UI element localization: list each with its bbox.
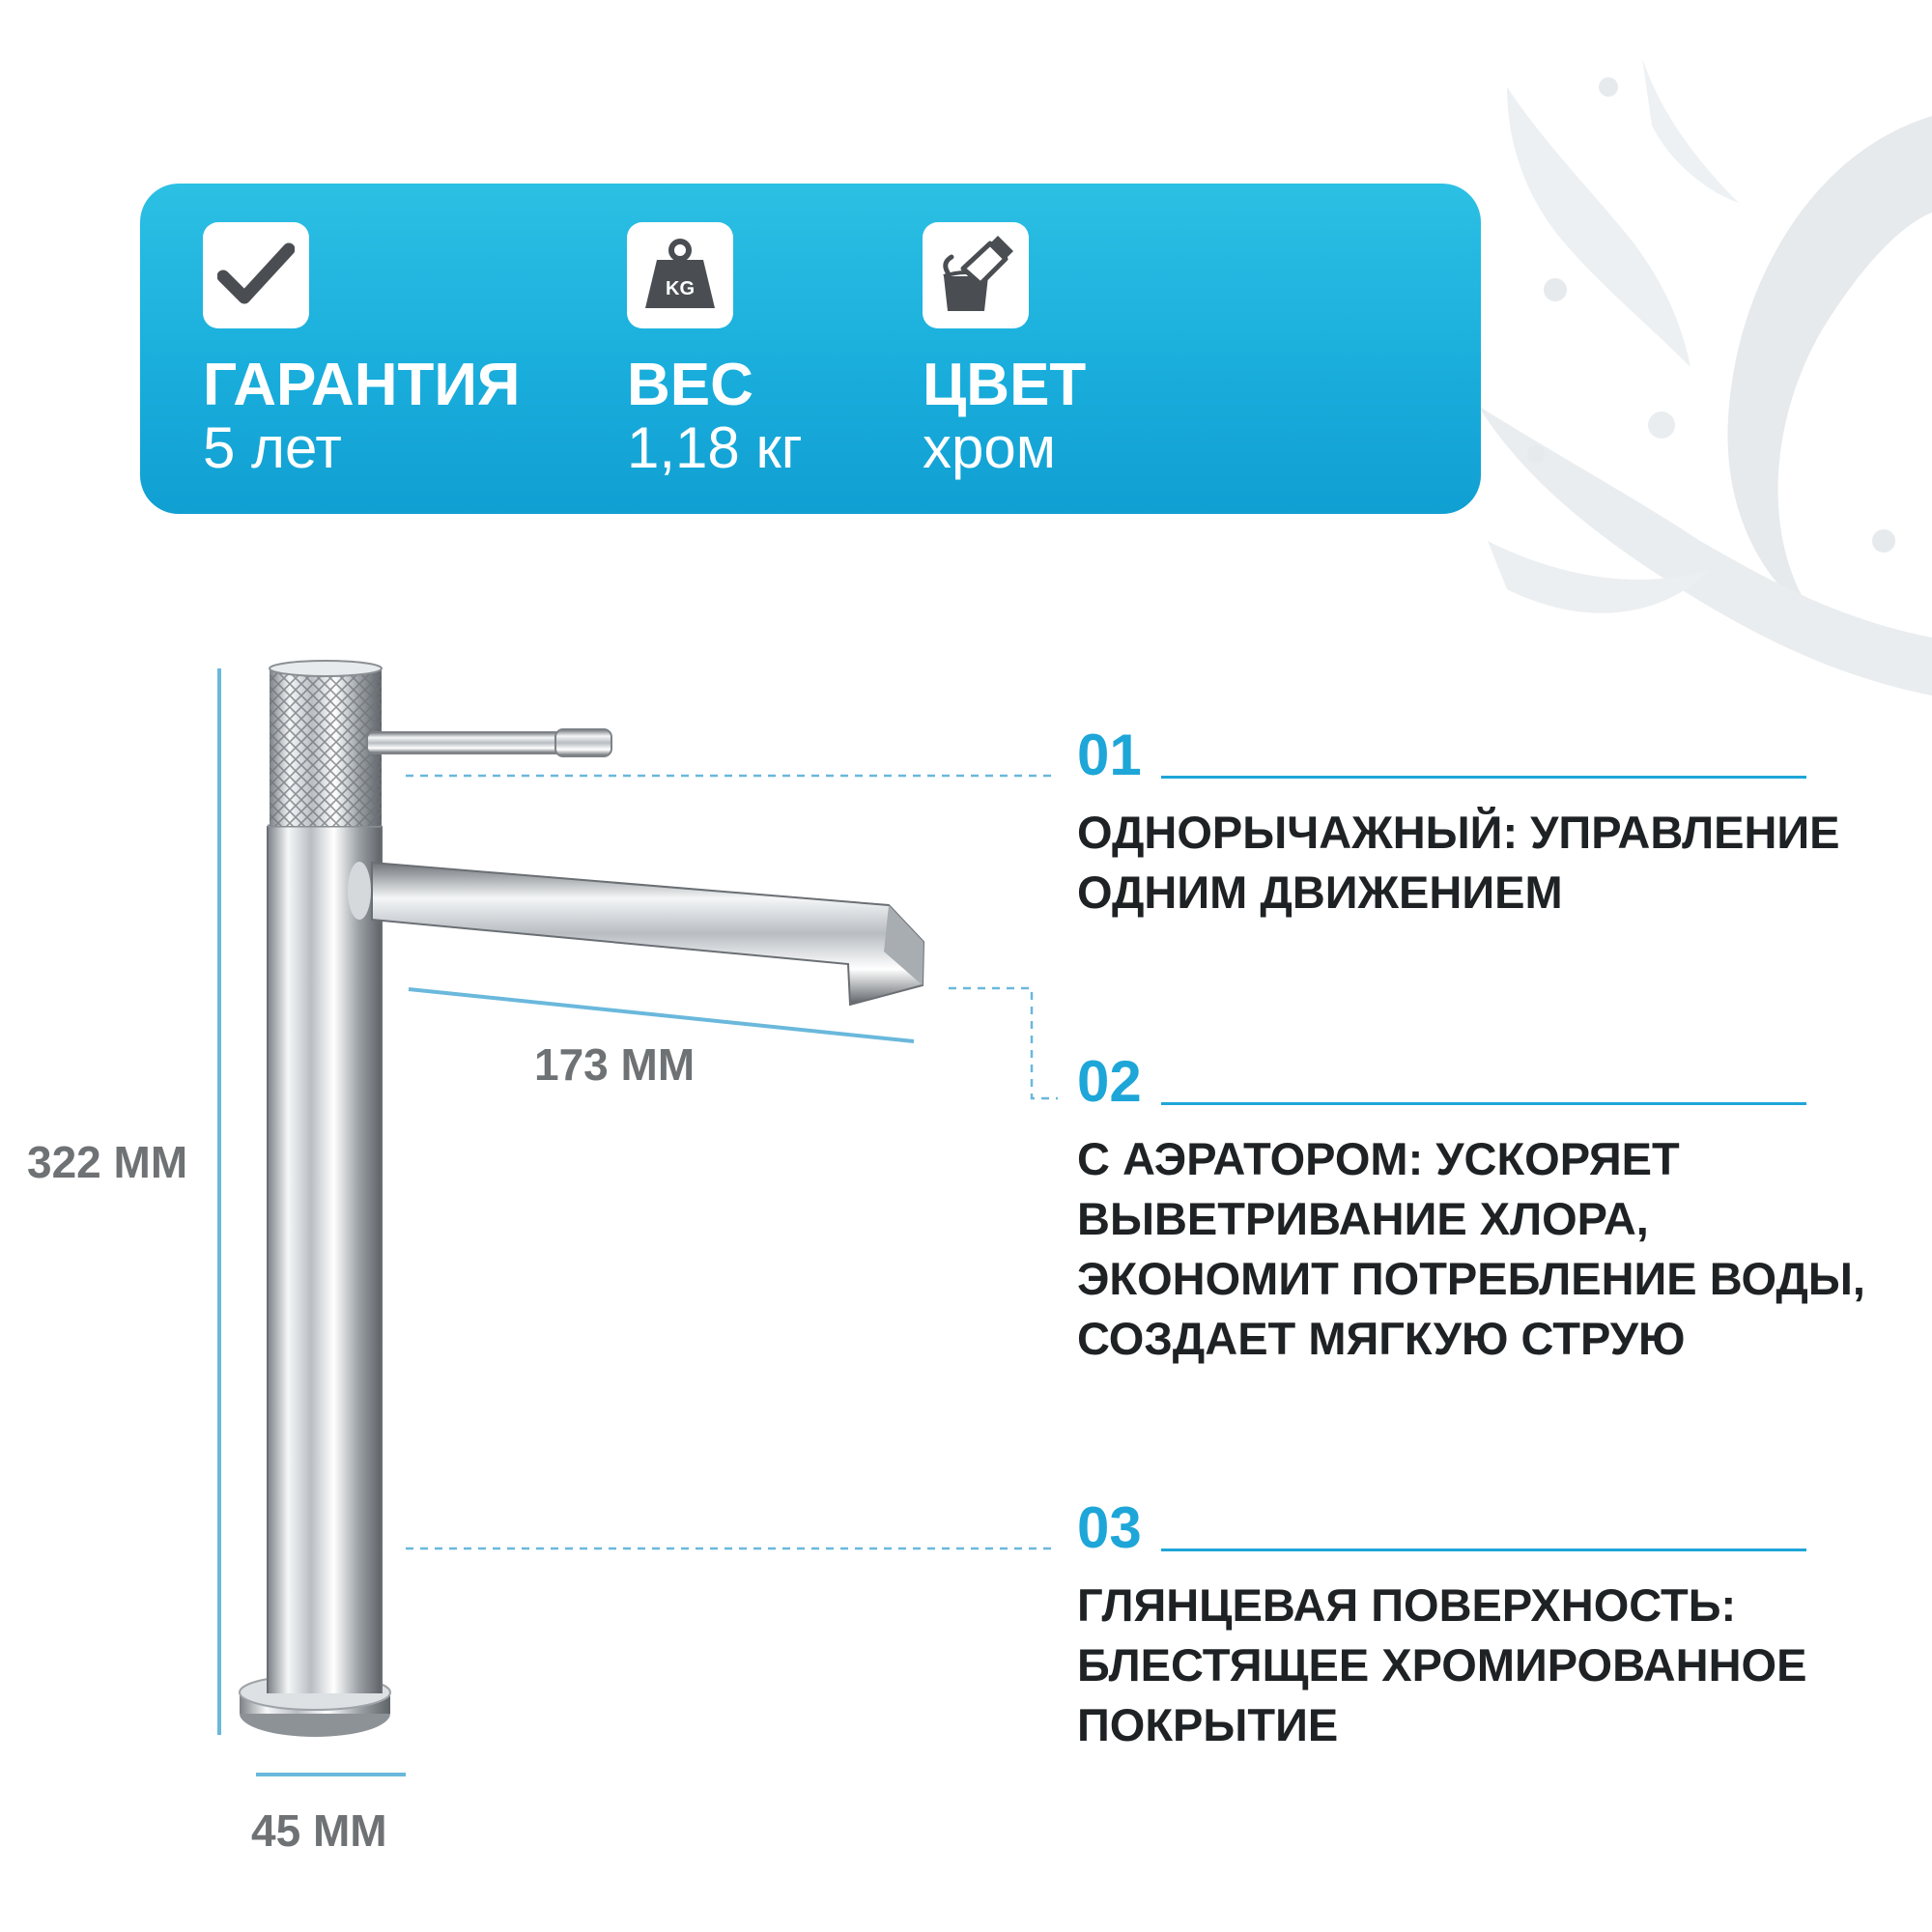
spec-title: ВЕС [627, 352, 753, 418]
feature-divider [1161, 1102, 1806, 1105]
feature-description: ОДНОРЫЧАЖНЫЙ: УПРАВЛЕНИЕ ОДНИМ ДВИЖЕНИЕМ [1077, 807, 1840, 918]
feature-number: 01 [1077, 723, 1142, 787]
feature-divider [1161, 1548, 1806, 1551]
feature-number: 02 [1077, 1049, 1142, 1114]
weight-icon-label: KG [666, 278, 695, 299]
spec-title: ГАРАНТИЯ [203, 352, 521, 418]
feature-description: С АЭРАТОРОМ: УСКОРЯЕТ ВЫВЕТРИВАНИЕ ХЛОРА, ЭКОНОМИТ ПОТРЕБЛЕНИЕ ВОДЫ, СОЗДАЕТ МЯГКУЮ СТРУЮ [1077, 1133, 1865, 1364]
spout-dimension-line [409, 989, 914, 1041]
spec-value: 5 лет [203, 415, 342, 480]
spec-value: хром [923, 415, 1056, 480]
feature-number: 03 [1077, 1495, 1142, 1560]
spout-dimension-label: 173 ММ [534, 1039, 696, 1090]
spec-value: 1,18 кг [627, 415, 803, 480]
base-dimension-label: 45 ММ [251, 1805, 387, 1856]
spec-title: ЦВЕТ [923, 352, 1087, 418]
leader-line-02 [949, 988, 1058, 1098]
feature-description: ГЛЯНЦЕВАЯ ПОВЕРХНОСТЬ: БЛЕСТЯЩЕЕ ХРОМИРОВАННОЕ ПОКРЫТИЕ [1077, 1579, 1807, 1750]
feature-divider [1161, 776, 1806, 779]
height-dimension-label: 322 ММ [27, 1137, 188, 1187]
